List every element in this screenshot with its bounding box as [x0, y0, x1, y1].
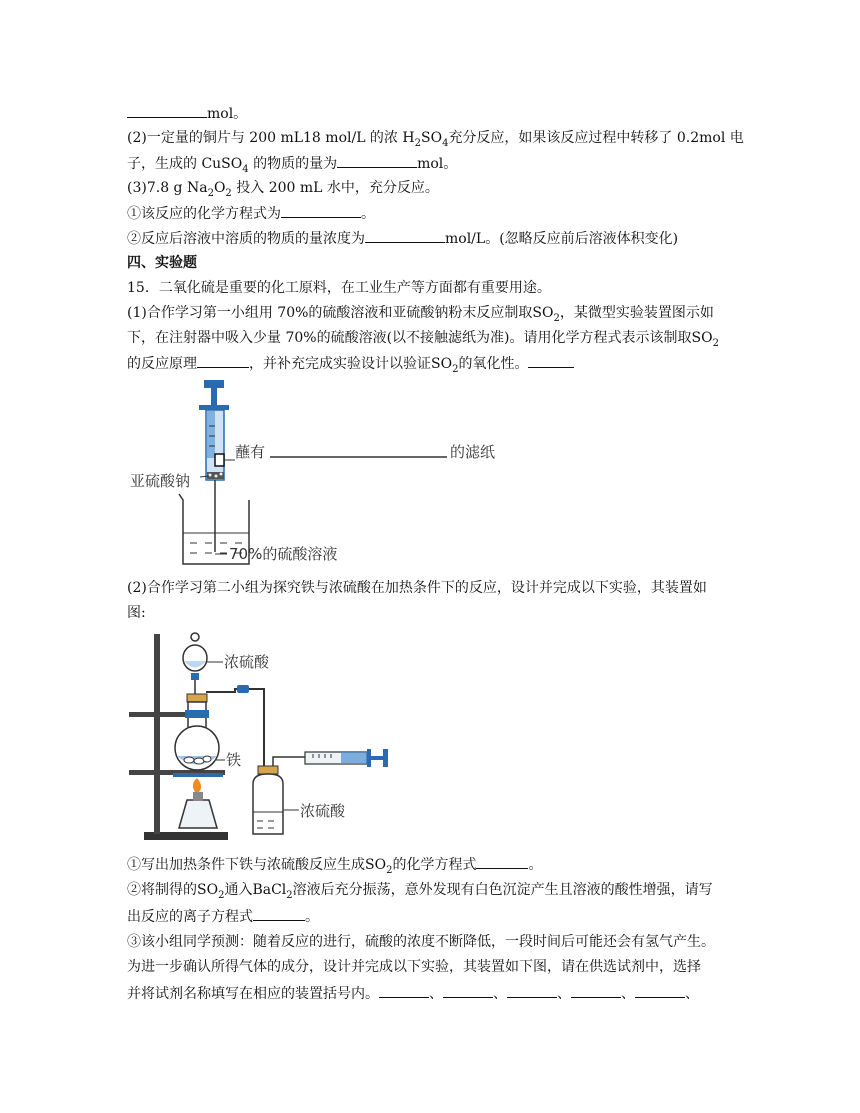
subscript: 2	[414, 137, 421, 149]
answer-blank[interactable]	[379, 983, 429, 998]
plunger-rod	[211, 388, 217, 406]
subscript: 2	[712, 337, 719, 349]
text: mol。	[417, 156, 458, 172]
text: ②将制得的SO	[127, 882, 219, 898]
answer-blank[interactable]	[365, 228, 445, 243]
answer-blank[interactable]	[476, 854, 528, 869]
alcohol-lamp	[179, 800, 217, 828]
subscript: 2	[452, 363, 459, 375]
answer-blank[interactable]	[337, 153, 417, 168]
text: 的反应原理	[127, 356, 197, 372]
answer-blank[interactable]	[507, 983, 557, 998]
text: mol/L。(忽略反应前后溶液体积变化)	[445, 231, 679, 247]
answer-blank[interactable]	[253, 906, 305, 921]
separator: 、	[557, 986, 571, 1002]
subscript: 2	[553, 312, 560, 324]
text: ②反应后溶液中溶质的物质的量浓度为	[127, 231, 365, 247]
text: 充分反应，如果该反应过程中转移了 0.2mol 电	[448, 130, 744, 146]
text-line	[127, 906, 319, 927]
subscript: 4	[242, 163, 249, 175]
text-line: 图:	[127, 605, 146, 621]
subscript: 2	[386, 864, 393, 876]
answer-blank[interactable]	[197, 353, 249, 368]
label-70-acid: 70%的硫酸溶液	[229, 545, 338, 563]
label-sodium-sulfite: 亚硫酸钠	[130, 472, 191, 490]
subscript: 4	[442, 137, 449, 149]
heating-apparatus-figure	[127, 628, 412, 846]
text: ，某微型实验装置图示如	[559, 305, 714, 321]
text-line	[127, 303, 714, 323]
text-line: 为进一步确认所得气体的成分，设计并完成以下实验，其装置如下图，请在供选试剂中，选择	[127, 959, 701, 975]
question-15: 15．二氧化硫是重要的化工原料，在工业生产等方面都有重要用途。	[127, 280, 551, 296]
text-line	[127, 203, 375, 224]
text: 投入 200 mL 水中，充分反应。	[231, 180, 439, 196]
stand-pole	[154, 634, 160, 834]
text: ①写出加热条件下铁与浓硫酸反应生成SO	[127, 857, 387, 873]
label-filter-suffix: 的滤纸	[450, 443, 496, 461]
text-line	[127, 103, 247, 124]
separator: 、	[621, 986, 635, 1002]
text-line: ③该小组同学预测：随着反应的进行，硫酸的浓度不断降低，一段时间后可能还会有氢气产生。	[127, 934, 715, 950]
answer-blank[interactable]	[571, 983, 621, 998]
text: 。	[361, 206, 375, 222]
separator: 、	[493, 986, 507, 1002]
section-heading: 四、实验题	[127, 255, 197, 271]
separator: 、	[685, 986, 699, 1002]
text: mol。	[207, 106, 248, 122]
label-filter-prefix: 蘸有	[235, 443, 266, 461]
bottle-stopper	[258, 766, 278, 774]
text: 出反应的离子方程式	[127, 909, 253, 925]
clamp-jaw	[185, 710, 209, 718]
text: (2)一定量的铜片与 200 mL18 mol/L 的浓 H	[127, 130, 415, 146]
stopper	[187, 694, 207, 702]
text: ，并补充完成实验设计以验证SO	[249, 356, 453, 372]
answer-blank[interactable]	[127, 103, 207, 118]
answer-blank[interactable]	[635, 983, 685, 998]
text: (1)合作学习第一小组用 70%的硫酸溶液和亚硫酸钠粉末反应制取SO	[127, 305, 554, 321]
text: 下，在注射器中吸入少量 70%的硫酸溶液(以不接触滤纸为准)。请用化学方程式表示该制取SO	[127, 330, 713, 346]
text-line	[127, 328, 719, 348]
text-line	[127, 353, 574, 374]
text-line: (2)合作学习第二小组为探究铁与浓硫酸在加热条件下的反应，设计并完成以下实验，其装置如	[127, 580, 707, 596]
answer-blank[interactable]	[281, 203, 361, 218]
label-conc-acid-bottle: 浓硫酸	[300, 802, 346, 820]
text: 的化学方程式	[392, 857, 477, 873]
text-line	[127, 178, 439, 198]
text: 。	[528, 857, 543, 873]
text: 溶液后充分振荡，意外发现有白色沉淀产生且溶液的酸性增强，请写	[292, 882, 713, 898]
text-line	[127, 128, 744, 148]
text: SO	[420, 130, 443, 146]
subscript: 2	[207, 187, 214, 199]
filter-paper	[215, 454, 224, 466]
text: 的氧化性。	[458, 356, 529, 372]
text: 。	[305, 909, 319, 925]
subscript: 2	[225, 187, 232, 199]
text: O	[213, 180, 226, 196]
gas-bottle	[253, 774, 283, 834]
text: 并将试剂名称填写在相应的装置括号内。	[127, 986, 379, 1002]
plunger-handle	[204, 380, 224, 388]
label-iron: 铁	[226, 751, 242, 769]
subscript: 2	[286, 889, 293, 901]
micro-apparatus-figure	[127, 376, 517, 570]
text: 通入BaCl	[224, 882, 287, 898]
text: 的物质的量为	[248, 156, 338, 172]
separator: 、	[429, 986, 443, 1002]
label-conc-acid-funnel: 浓硫酸	[224, 653, 270, 671]
text-line	[127, 983, 699, 1004]
answer-blank[interactable]	[528, 353, 574, 368]
wire-gauze	[173, 773, 223, 777]
text: 子，生成的 CuSO	[127, 156, 243, 172]
text: ①该反应的化学方程式为	[127, 206, 281, 222]
acid-in-barrel	[207, 410, 215, 458]
subscript: 2	[218, 889, 225, 901]
answer-blank[interactable]	[443, 983, 493, 998]
text: (3)7.8 g Na	[127, 180, 208, 196]
text-line	[127, 880, 713, 900]
text-line	[127, 153, 457, 174]
flame	[193, 778, 201, 792]
text-line	[127, 228, 678, 249]
text-line	[127, 854, 542, 875]
